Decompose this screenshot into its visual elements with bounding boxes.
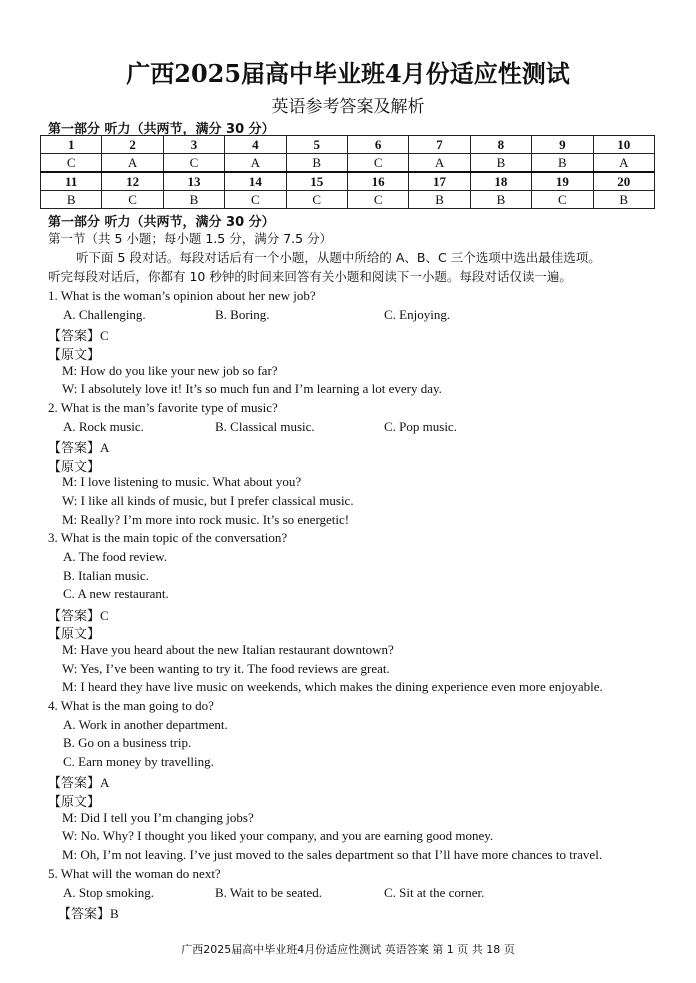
answer-cell: B — [286, 154, 347, 173]
page-footer: 广西2025届高中毕业班4月份适应性测试 英语答案 第 1 页 共 18 页 — [181, 943, 515, 956]
transcript-line: M: Did I tell you I’m changing jobs? — [62, 810, 254, 825]
answer-cell: A — [593, 154, 654, 173]
question-1-option-a: A. Challenging. — [63, 307, 146, 322]
question-number: 20 — [593, 172, 654, 191]
answer-tag-label: 【答案】 — [58, 907, 111, 922]
question-number: 12 — [102, 172, 163, 191]
answer-cell: C — [532, 191, 593, 209]
answer-cell: B — [593, 191, 654, 209]
question-2-option-c: C. Pop music. — [384, 419, 457, 434]
question-4-answer — [48, 772, 109, 791]
question-5-option-c: C. Sit at the corner. — [384, 885, 485, 900]
answer-value: C — [100, 608, 109, 623]
answer-cell: A — [225, 154, 286, 173]
answer-value: A — [100, 775, 110, 790]
answer-cell: C — [41, 154, 102, 173]
question-2-answer — [48, 437, 109, 456]
table-row-answers-1 — [41, 154, 655, 173]
question-number: 9 — [532, 136, 593, 154]
instructions-line-2: 听完每段对话后，你都有 10 秒钟的时间来回答有关小题和阅读下一小题。每段对话仅读一遍。 — [48, 269, 572, 284]
answer-value: B — [110, 906, 119, 921]
question-3-option-a: A. The food review. — [63, 549, 167, 564]
question-number: 14 — [225, 172, 286, 191]
answer-cell: B — [470, 154, 531, 173]
question-number: 19 — [532, 172, 593, 191]
question-2-option-a: A. Rock music. — [63, 419, 144, 434]
question-3-transcript-label: 【原文】 — [48, 627, 101, 642]
question-1-text: 1. What is the woman’s opinion about her new job? — [48, 288, 316, 303]
table-row-numbers-1 — [41, 136, 655, 154]
question-5-option-b: B. Wait to be seated. — [215, 885, 323, 900]
table-row-answers-2 — [41, 191, 655, 209]
answer-cell: A — [102, 154, 163, 173]
question-3-option-c: C. A new restaurant. — [63, 586, 169, 601]
transcript-line: W: I like all kinds of music, but I prefer classical music. — [62, 493, 354, 508]
question-number: 15 — [286, 172, 347, 191]
question-1-transcript-label: 【原文】 — [48, 348, 101, 363]
question-3-option-b: B. Italian music. — [63, 568, 149, 583]
transcript-line: M: I love listening to music. What about you? — [62, 474, 302, 489]
question-5-text: 5. What will the woman do next? — [48, 866, 221, 881]
transcript-line: W: Yes, I’ve been wanting to try it. The food reviews are great. — [62, 661, 390, 676]
question-3-answer — [48, 605, 109, 624]
transcript-line: M: Have you heard about the new Italian restaurant downtown? — [62, 642, 394, 657]
answer-cell: C — [225, 191, 286, 209]
question-2-transcript-label: 【原文】 — [48, 460, 101, 475]
answer-cell: B — [163, 191, 224, 209]
document-title: 广西2025届高中毕业班4月份适应性测试 — [126, 59, 570, 88]
question-number: 1 — [41, 136, 102, 154]
question-number: 7 — [409, 136, 470, 154]
instructions-line-1: 听下面 5 段对话。每段对话后有一个小题，从题中所给的 A、B、C 三个选项中选出最佳选项。 — [76, 250, 601, 265]
subsection-heading: 第一节（共 5 小题；每小题 1.5 分，满分 7.5 分） — [48, 231, 333, 246]
question-number: 17 — [409, 172, 470, 191]
answer-cell: A — [409, 154, 470, 173]
answer-cell: C — [347, 191, 408, 209]
question-1-option-b: B. Boring. — [215, 307, 270, 322]
answer-cell: C — [163, 154, 224, 173]
question-4-option-b: B. Go on a business trip. — [63, 735, 192, 750]
question-3-text: 3. What is the main topic of the conversation? — [48, 530, 288, 545]
answer-cell: C — [102, 191, 163, 209]
answer-cell: C — [286, 191, 347, 209]
answer-tag-label: 【答案】 — [48, 609, 101, 624]
answer-key-table — [40, 135, 655, 209]
answer-tag-label: 【答案】 — [48, 329, 101, 344]
answer-value: C — [100, 328, 109, 343]
question-number: 2 — [102, 136, 163, 154]
question-4-option-c: C. Earn money by travelling. — [63, 754, 214, 769]
question-5-option-a: A. Stop smoking. — [63, 885, 155, 900]
question-4-option-a: A. Work in another department. — [63, 717, 228, 732]
transcript-line: M: I heard they have live music on weekends, which makes the dining experience even more enjoyable. — [62, 679, 603, 694]
question-2-text: 2. What is the man’s favorite type of music? — [48, 400, 278, 415]
question-number: 10 — [593, 136, 654, 154]
transcript-line: M: How do you like your new job so far? — [62, 363, 278, 378]
question-number: 8 — [470, 136, 531, 154]
question-number: 18 — [470, 172, 531, 191]
question-number: 3 — [163, 136, 224, 154]
transcript-line: W: I absolutely love it! It’s so much fun and I’m learning a lot every day. — [62, 381, 442, 396]
question-4-transcript-label: 【原文】 — [48, 795, 101, 810]
transcript-line: M: Really? I’m more into rock music. It’s so energetic! — [62, 512, 350, 527]
answer-cell: B — [409, 191, 470, 209]
question-number: 5 — [286, 136, 347, 154]
answer-value: A — [100, 440, 110, 455]
table-row-numbers-2 — [41, 172, 655, 191]
answer-tag-label: 【答案】 — [48, 776, 101, 791]
answer-table-label: 第一部分 听力（共两节，满分 30 分） — [48, 122, 275, 137]
transcript-line: M: Oh, I’m not leaving. I’ve just moved to the sales department so that I’ll have more chances to travel. — [62, 847, 603, 862]
question-2-option-b: B. Classical music. — [215, 419, 315, 434]
answer-cell: B — [41, 191, 102, 209]
question-5-answer — [58, 903, 119, 922]
question-number: 6 — [347, 136, 408, 154]
question-number: 13 — [163, 172, 224, 191]
document-subtitle: 英语参考答案及解析 — [271, 97, 425, 117]
question-4-text: 4. What is the man going to do? — [48, 698, 214, 713]
question-number: 4 — [225, 136, 286, 154]
answer-cell: B — [532, 154, 593, 173]
section-heading: 第一部分 听力（共两节，满分 30 分） — [48, 215, 275, 230]
question-1-answer — [48, 325, 109, 344]
answer-tag-label: 【答案】 — [48, 441, 101, 456]
transcript-line: W: No. Why? I thought you liked your company, and you are earning good money. — [62, 828, 494, 843]
answer-cell: C — [347, 154, 408, 173]
question-number: 16 — [347, 172, 408, 191]
question-number: 11 — [41, 172, 102, 191]
answer-cell: B — [470, 191, 531, 209]
question-1-option-c: C. Enjoying. — [384, 307, 451, 322]
